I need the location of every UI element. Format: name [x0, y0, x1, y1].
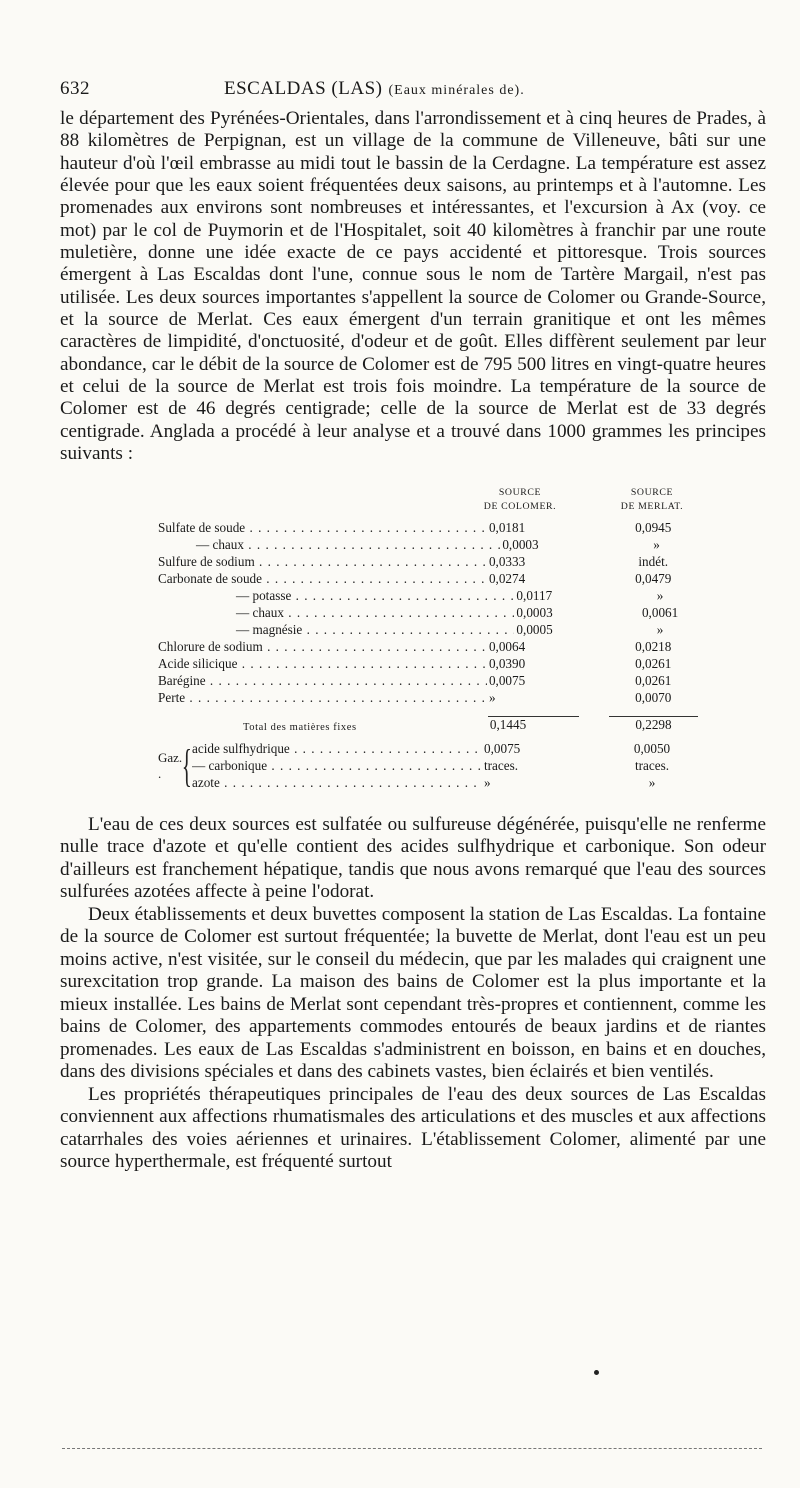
table-row: [158, 690, 698, 707]
table-value-colomer: 0,0274: [488, 570, 526, 586]
table-label: Acide silicique . . .: [158, 656, 487, 672]
analysis-table: [158, 486, 698, 792]
page: [60, 78, 766, 1174]
table-label: — chaux . . .: [158, 605, 514, 621]
table-value-colomer: 0,0390: [488, 655, 526, 671]
gas-row: [192, 775, 698, 792]
table-row: [158, 520, 698, 537]
table-row: [158, 537, 698, 554]
table-row: [158, 673, 698, 690]
table-label: Barégine . . .: [158, 673, 487, 689]
table-value-colomer: 0,0117: [516, 587, 553, 603]
table-row: [158, 588, 698, 605]
gas-value-colomer: 0,0075: [484, 740, 521, 756]
gas-label: [158, 741, 192, 792]
table-value-merlat: »: [653, 536, 660, 552]
table-body: [158, 520, 698, 707]
page-number: 632: [60, 78, 90, 99]
table-value-merlat: »: [656, 587, 664, 603]
table-row: [158, 639, 698, 656]
table-row: [158, 605, 698, 622]
brace-icon: {: [181, 740, 192, 791]
col-header-merlat-line1: SOURCE: [630, 486, 674, 498]
table-row: [158, 622, 698, 639]
total-label: Total des matières fixes: [243, 721, 357, 733]
gas-value-merlat: »: [648, 774, 656, 790]
header-subtitle: (Eaux minérales de).: [388, 83, 525, 98]
paragraph-2: L'eau de ces deux sources est sulfatée ou sulfureuse dégénérée, puisqu'elle ne renferme nulle trace d'azote et qu'elle contient des acides sulfhydrique et carbonique. Son odeur d'ailleurs est franchement hépatique, tandis que nous avons remarqué que l'eau des sources sulfurées azotées affecte à peine l'odorat.: [60, 813, 766, 902]
gas-label: — carbonique . . .: [192, 758, 482, 774]
table-value-merlat: 0,0261: [635, 672, 672, 688]
table-value-merlat: 0,0070: [635, 689, 672, 705]
paragraph-intro: le département des Pyrénées-Orientales, dans l'arrondissement et à cinq heures de Prades, à 88 kilomètres de Perpignan, est un village de la commune de Villeneuve, bâti sur une hauteur d'où l'œil embrasse au midi tout le bassin de la Cerdagne. La température est assez élevée pour que les eaux soient fréquentées deux saisons, au printemps et à l'automne. Les promenades aux environs sont nombreuses et intéressantes, et l'excursion à Ax (voy. ce mot) par le col de Puymorin et de l'Hospitalet, soit 40 kilomètres à franchir par une route muletière, donne une idée exacte de ce pays accidenté et pittoresque. Trois sources émergent à Las Escaldas dont l'une, connue sous le nom de Tartère Margail, n'est pas utilisée. Les deux sources importantes s'appellent la source de Colomer ou Grande-Source, et la source de Merlat. Ces eaux émergent d'un terrain granitique et ont les mêmes caractères de limpidité, d'onctuosité, d'odeur et de goût. Elles diffèrent seulement par leur abondance, car le débit de la source de Colomer est de 795 500 litres en vingt-quatre heures et celui de la source de Merlat est trois fois moindre. La température de la source de Colomer est de 46 degrés centigrade; celle de la source de Merlat est de 33 degrés centigrade. Anglada a procédé à leur analyse et a trouvé dans 1000 grammes les principes suivants :: [60, 108, 766, 465]
col-header-colomer-line1: SOURCE: [498, 486, 542, 498]
gas-group: [158, 741, 698, 792]
gas-rows: [192, 741, 698, 792]
col-header-colomer: [474, 486, 566, 520]
table-value-colomer: 0,0003: [516, 604, 553, 620]
ink-dot: [594, 1370, 599, 1375]
table-label: — potasse . . .: [158, 588, 514, 604]
table-label: Sulfate de soude . . .: [158, 520, 487, 536]
table-label: Sulfure de sodium . . .: [158, 554, 487, 570]
table-value-merlat: 0,0261: [635, 655, 672, 671]
gas-row: [192, 741, 698, 758]
table-value-colomer: 0,0064: [488, 638, 526, 654]
table-value-colomer: 0,0075: [488, 672, 526, 688]
running-header: [60, 78, 766, 108]
table-value-merlat: 0,0945: [635, 519, 672, 535]
total-merlat: 0,2298: [609, 716, 698, 733]
gas-row: [192, 758, 698, 775]
col-header-colomer-line2: DE COLOMER.: [483, 500, 557, 512]
footer-rule: [62, 1448, 762, 1449]
paragraph-3: Deux établissements et deux buvettes composent la station de Las Escaldas. La fontaine de la source de Colomer est surtout fréquentée; la buvette de Merlat, dont l'eau est un peu moins active, n'est visitée, sur le conseil du médecin, que par les malades qui craignent une surexcitation trop grande. La maison des bains de Colomer est la plus importante et la mieux installée. Les bains de Merlat sont cependant très-propres et contiennent, comme les bains de Colomer, des appartements commodes entourés de beaux jardins et de riantes promenades. Les eaux de Las Escaldas s'administrent en boisson, en bains et en douches, dans des divisions spéciales et dans des cabinets vastes, bien éclairés et bien ventilés.: [60, 903, 766, 1082]
header-title: ESCALDAS (LAS): [224, 78, 383, 99]
col-header-merlat: [606, 486, 698, 520]
table-value-colomer: 0,0003: [502, 536, 539, 552]
gas-label: azote . . .: [192, 775, 482, 791]
gas-value-merlat: 0,0050: [633, 740, 671, 756]
table-value-colomer: 0,0181: [488, 519, 526, 535]
table-value-colomer: 0,0333: [488, 553, 526, 569]
gas-value-colomer: »: [484, 774, 491, 790]
table-label: — magnésie . . .: [158, 622, 514, 638]
gas-value-colomer: traces.: [484, 757, 519, 773]
table-value-colomer: »: [488, 689, 496, 705]
table-label: Chlorure de sodium . . .: [158, 639, 487, 655]
table-value-merlat: »: [656, 621, 664, 637]
gas-value-merlat: traces.: [634, 757, 670, 773]
table-label: — chaux . . .: [158, 537, 500, 553]
table-total-row: [158, 707, 698, 733]
table-value-merlat: 0,0061: [641, 604, 679, 620]
table-header: [158, 486, 698, 520]
table-row: [158, 554, 698, 571]
table-value-merlat: 0,0479: [635, 570, 672, 586]
gas-label: acide sulfhydrique . . .: [192, 741, 482, 757]
table-value-merlat: indét.: [638, 553, 669, 569]
table-row: [158, 571, 698, 588]
table-value-colomer: 0,0005: [516, 621, 553, 637]
col-header-merlat-line2: DE MERLAT.: [620, 500, 684, 512]
gas-label-text: Gaz. .: [158, 750, 183, 781]
paragraph-4: Les propriétés thérapeutiques principales de l'eau des deux sources de Las Escaldas conviennent aux affections rhumatismales des articulations et des muscles et aux affections catarrhales des voies aériennes et urinaires. L'établissement Colomer, alimenté par une source hyperthermale, est fréquenté surtout: [60, 1083, 766, 1172]
body-after-table: [60, 814, 766, 1174]
table-row: [158, 656, 698, 673]
table-label: Carbonate de soude . . .: [158, 571, 487, 587]
table-value-merlat: 0,0218: [635, 638, 672, 654]
table-label: Perte . . .: [158, 690, 487, 706]
total-colomer: 0,1445: [488, 716, 579, 733]
